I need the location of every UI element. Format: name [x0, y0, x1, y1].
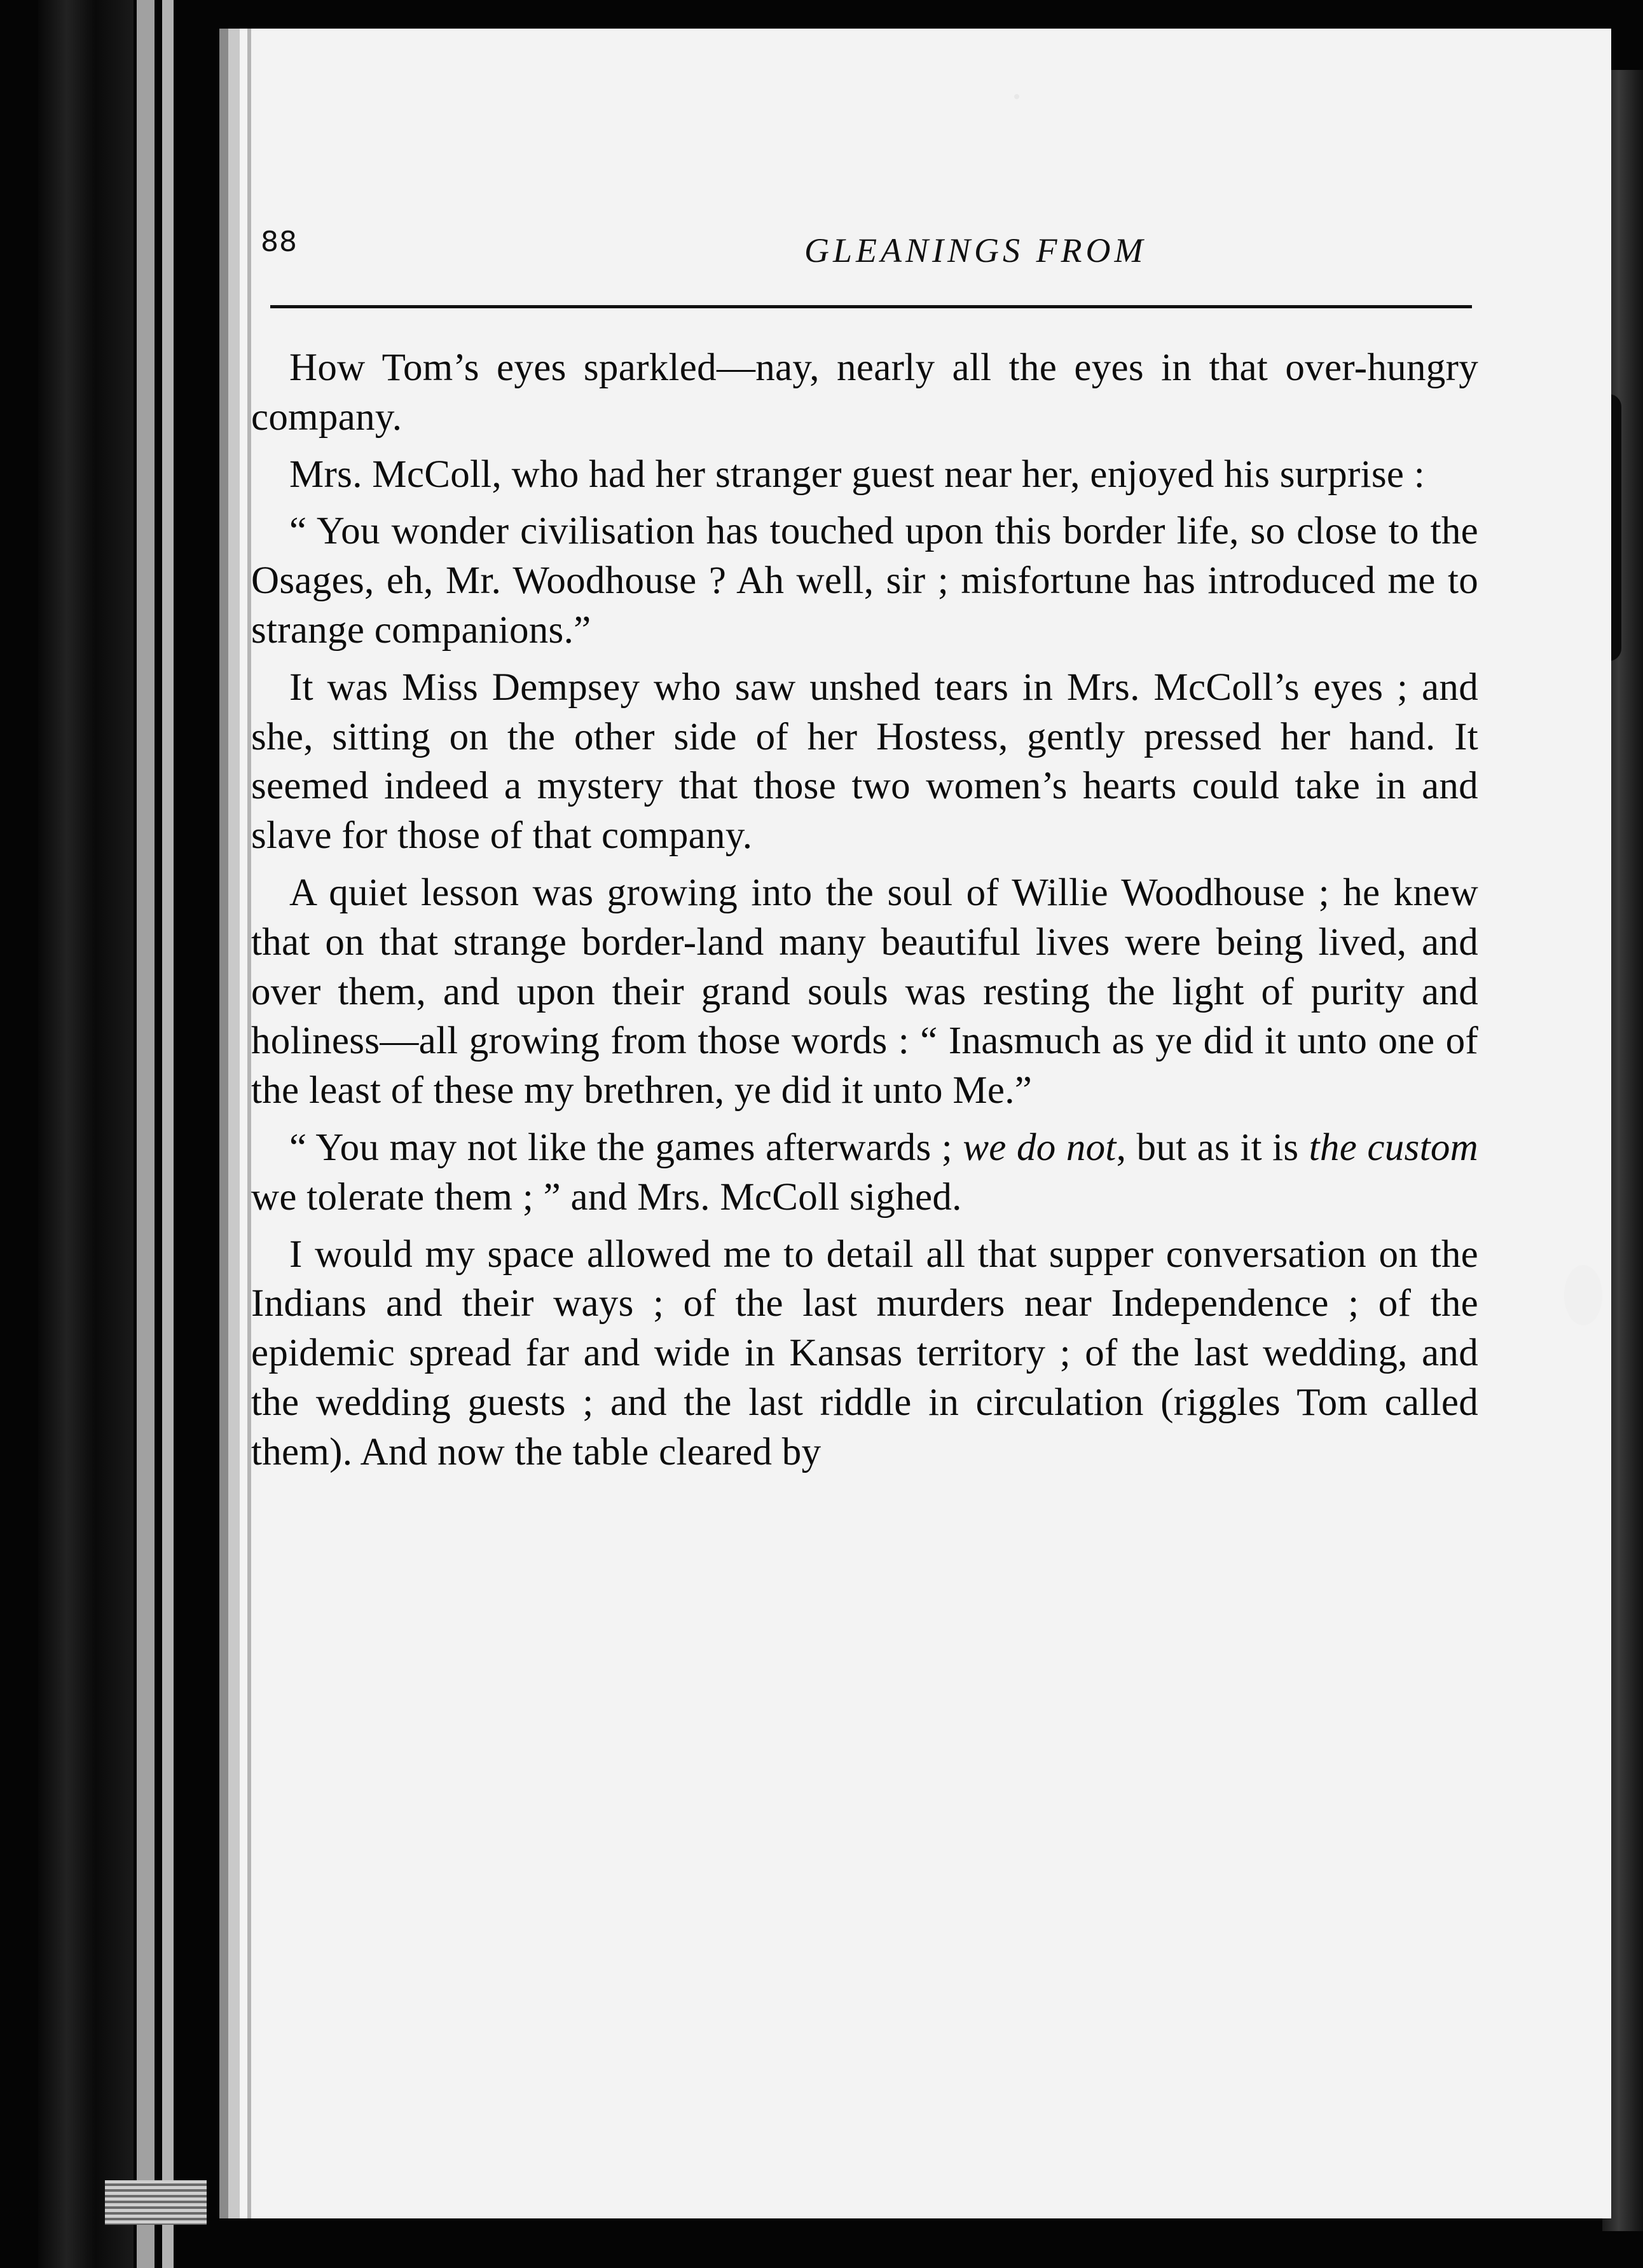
paragraph-4: It was Miss Dempsey who saw unshed tears in Mrs. McColl’s eyes ; and she, sitting on the other side of her Hostess, gently pressed her hand. It seemed indeed a mystery that those two women’s hearts could take in and slave for those of that company. [251, 666, 1478, 857]
paragraph-1: How Tom’s eyes sparkled—nay, nearly all the eyes in that over-hungry company. [251, 346, 1478, 439]
paragraph-6-part-2: , but as it is [1116, 1126, 1309, 1169]
binding-strip [137, 0, 155, 2268]
paragraph-6-italic-2: the custom [1309, 1126, 1478, 1169]
paper-speck [1014, 94, 1019, 99]
paper-speck [1564, 1265, 1602, 1325]
paragraph-2: Mrs. McColl, who had her stranger guest near her, enjoyed his surprise : [289, 453, 1426, 496]
paragraph-6-italic-1: we do not [963, 1126, 1117, 1169]
binding-strip-inner [162, 0, 174, 2268]
header-rule [270, 305, 1472, 308]
paragraph-7: I would my space allowed me to detail all that supper conversation on the Indians and their ways ; of the last murders near Independence ; of the epidemic spread far and wide in Kansas territory ; of the last wedding, and the wedding guests ; and the last riddle in circulation (riggles Tom called them). And now the table cleared by [251, 1233, 1478, 1473]
paragraph-6-part-3: we tolerate them ; ” and Mrs. McColl sighed. [251, 1175, 962, 1219]
page-stack-edge [105, 2180, 207, 2225]
page-number: 88 [261, 226, 298, 258]
running-head: GLEANINGS FROM [804, 231, 1147, 270]
paragraph-6-part-1: “ You may not like the games afterwards ; [289, 1126, 963, 1169]
paragraph-5: A quiet lesson was growing into the soul of Willie Woodhouse ; he knew that on that strange border-land many beautiful lives were being lived, and over them, and upon their grand souls was resting the light of purity and holiness—all growing from those words : “ Inasmuch as ye did it unto one of the least of these my brethren, ye did it unto Me.” [251, 871, 1478, 1112]
paragraph-6 [251, 1123, 1478, 1222]
book-left-edge [38, 0, 134, 2268]
page-header [261, 226, 1481, 289]
paragraph-3: “ You wonder civilisation has touched upon this border life, so close to the Osages, eh, Mr. Woodhouse ? Ah well, sir ; misfortune has introduced me to strange companions.” [251, 510, 1478, 652]
body-text [251, 343, 1478, 1485]
